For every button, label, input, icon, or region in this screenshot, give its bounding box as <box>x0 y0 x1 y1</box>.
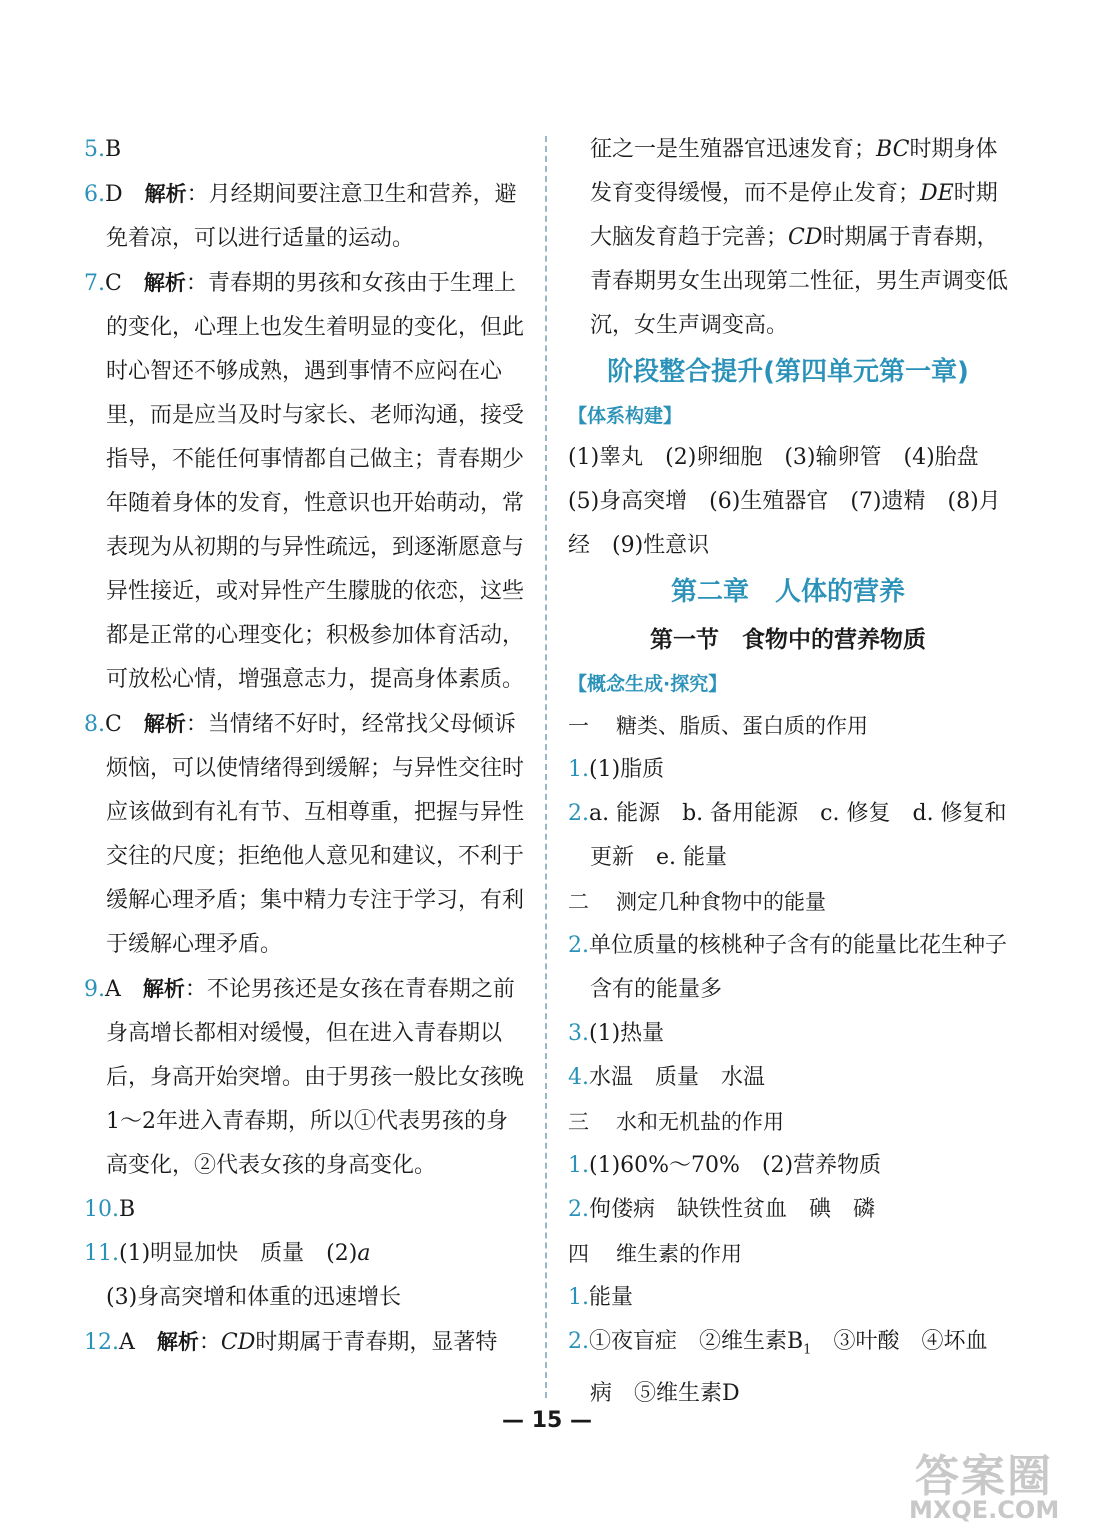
question-number: 9. <box>84 977 105 1002</box>
item-2-4 <box>568 1056 1008 1100</box>
answer-text: ①夜盲症 ②维生素B <box>589 1329 804 1354</box>
watermark-url: MXQE.COM <box>909 1496 1060 1524</box>
item-4-1 <box>568 1276 1008 1320</box>
item-4-2 <box>568 1320 1008 1416</box>
answer-choice: C <box>105 712 122 737</box>
question-number: 10. <box>84 1197 119 1222</box>
answer-text: (1)明显加快 质量 (2) <box>119 1241 358 1266</box>
answer-choice: A <box>119 1330 135 1355</box>
answer-5 <box>84 128 524 172</box>
italic-term: CD <box>788 225 823 250</box>
section-title: 第一节 食物中的营养物质 <box>650 627 926 653</box>
item-1-2 <box>568 792 1008 880</box>
question-number: 2. <box>568 1197 589 1222</box>
question-number: 1. <box>568 757 589 782</box>
answer-text: (1)热量 <box>589 1021 665 1046</box>
answer-text: (1)60%～70% (2)营养物质 <box>589 1153 882 1178</box>
analysis-text: ： <box>198 1330 221 1355</box>
item-3-1 <box>568 1144 1008 1188</box>
subsection-title: 水和无机盐的作用 <box>616 1110 784 1134</box>
subsection-4 <box>568 1232 1008 1276</box>
subscript: 1 <box>803 1342 812 1358</box>
answer-9 <box>84 967 524 1188</box>
subsection-2 <box>568 880 1008 924</box>
subsection-1 <box>568 704 1008 748</box>
answer-7 <box>84 261 524 702</box>
answer-text: (3)身高突增和体重的迅速增长 <box>106 1285 402 1310</box>
question-number: 2. <box>568 933 589 958</box>
item-3-2 <box>568 1188 1008 1232</box>
question-number: 8. <box>84 712 105 737</box>
question-number: 11. <box>84 1241 119 1266</box>
question-number: 4. <box>568 1065 589 1090</box>
concept-title: 【概念生成·探究】 <box>568 673 728 695</box>
system-text: (1)睾丸 (2)卵细胞 (3)输卵管 (4)胎盘 (5)身高突增 (6)生殖器官 (7)遗精 (8)月经 (9)性意识 <box>568 445 1001 558</box>
item-2-3 <box>568 1012 1008 1056</box>
analysis-text: 征之一是生殖器官迅速发育； <box>590 137 877 162</box>
question-number: 2. <box>568 1329 589 1354</box>
answer-6 <box>84 172 524 261</box>
system-title: 【体系构建】 <box>568 405 683 427</box>
analysis-label: 解析 <box>142 977 185 1001</box>
item-2-2 <box>568 924 1008 1012</box>
subsection-title: 测定几种食物中的能量 <box>616 890 826 914</box>
item-1-1 <box>568 748 1008 792</box>
analysis-text: 时期身体发育变得缓慢，而不是停止发育； <box>590 137 998 206</box>
chapter-title: 第二章 人体的营养 <box>670 577 905 607</box>
answer-choice: B <box>105 137 122 162</box>
watermark-brand: 答案圈 <box>915 1451 1053 1502</box>
italic-term: CD <box>220 1330 256 1355</box>
question-number: 2. <box>568 801 589 826</box>
analysis-text: ：不论男孩还是女孩在青春期之前身高增长都相对缓慢，但在进入青春期以后，身高开始突增。由于男孩一般比女孩晚1～2年进入青春期，所以①代表男孩的身高变化，②代表女孩的身高变化。 <box>106 977 525 1178</box>
subsection-label: 二 <box>568 890 589 914</box>
analysis-text: ：当情绪不好时，经常找父母倾诉烦恼，可以使情绪得到缓解；与异性交往时应该做到有礼有节、互相尊重，把握与异性交往的尺度；拒绝他人意见和建议，不利于缓解心理矛盾；集中精力专注于学习，有利于缓解心理矛盾。 <box>106 712 525 957</box>
subsection-label: 一 <box>568 714 589 738</box>
question-number: 1. <box>568 1153 589 1178</box>
answer-choice: C <box>105 271 122 296</box>
answer-italic-variable: a <box>357 1241 371 1266</box>
answer-text: (1)脂质 <box>589 757 665 782</box>
answer-text: 能量 <box>589 1285 634 1310</box>
answer-choice: D <box>105 182 123 207</box>
question-number: 7. <box>84 271 105 296</box>
subsection-title: 糖类、脂质、蛋白质的作用 <box>616 714 868 738</box>
stage-title: 阶段整合提升(第四单元第一章) <box>607 357 969 387</box>
subsection-label: 四 <box>568 1242 589 1266</box>
analysis-label: 解析 <box>144 182 187 206</box>
analysis-text: 时期大脑发育趋于完善； <box>590 181 998 250</box>
answer-text: 佝偻病 缺铁性贫血 碘 磷 <box>589 1197 876 1222</box>
answer-text: 水温 质量 水温 <box>589 1065 766 1090</box>
answer-11-line2 <box>84 1276 524 1320</box>
answer-12 <box>84 1320 524 1365</box>
italic-term: DE <box>920 181 954 206</box>
answer-10 <box>84 1188 524 1232</box>
page-number: — 15 — <box>502 1408 592 1433</box>
answer-choice: A <box>105 977 121 1002</box>
answer-12-continued <box>568 128 1008 348</box>
analysis-label: 解析 <box>143 271 186 295</box>
question-number: 6. <box>84 182 105 207</box>
analysis-label: 解析 <box>143 712 186 736</box>
question-number: 3. <box>568 1021 589 1046</box>
answer-choice: B <box>119 1197 136 1222</box>
subsection-label: 三 <box>568 1110 589 1134</box>
italic-term: BC <box>876 137 910 162</box>
subsection-3 <box>568 1100 1008 1144</box>
analysis-text: ：月经期间要注意卫生和营养，避免着凉，可以进行适量的运动。 <box>106 182 517 251</box>
answer-text: 单位质量的核桃种子含有的能量比花生种子含有的能量多 <box>589 933 1008 1002</box>
answer-11 <box>84 1232 524 1276</box>
question-number: 5. <box>84 137 105 162</box>
answer-text: ③叶酸 ④坏血病 ⑤维生素D <box>590 1329 988 1407</box>
question-number: 1. <box>568 1285 589 1310</box>
answer-text: a. 能源 b. 备用能源 c. 修复 d. 修复和更新 e. 能量 <box>589 801 1007 870</box>
column-divider <box>545 136 547 1398</box>
analysis-label: 解析 <box>156 1330 199 1354</box>
watermark-logo <box>905 1440 1085 1532</box>
analysis-text: ：青春期的男孩和女孩由于生理上的变化，心理上也发生着明显的变化，但此时心智还不够成熟，遇到事情不应闷在心里，而是应当及时与家长、老师沟通，接受指导，不能任何事情都自己做主；青春期少年随着身体的发育，性意识也开始萌动，常表现为从初期的与异性疏远，到逐渐愿意与异性接近，或对异性产生朦胧的依恋，这些都是正常的心理变化；积极参加体育活动，可放松心情，增强意志力，提高身体素质。 <box>106 271 525 692</box>
subsection-title: 维生素的作用 <box>616 1242 742 1266</box>
answer-8 <box>84 702 524 967</box>
analysis-text: 时期属于青春期，显著特 <box>255 1330 498 1355</box>
analysis-text: 时期属于青春期，青春期男女生出现第二性征，男生声调变低沉，女生声调变高。 <box>590 225 1009 338</box>
question-number: 12. <box>84 1330 119 1355</box>
right-column <box>568 128 1008 1416</box>
left-column <box>84 128 524 1365</box>
